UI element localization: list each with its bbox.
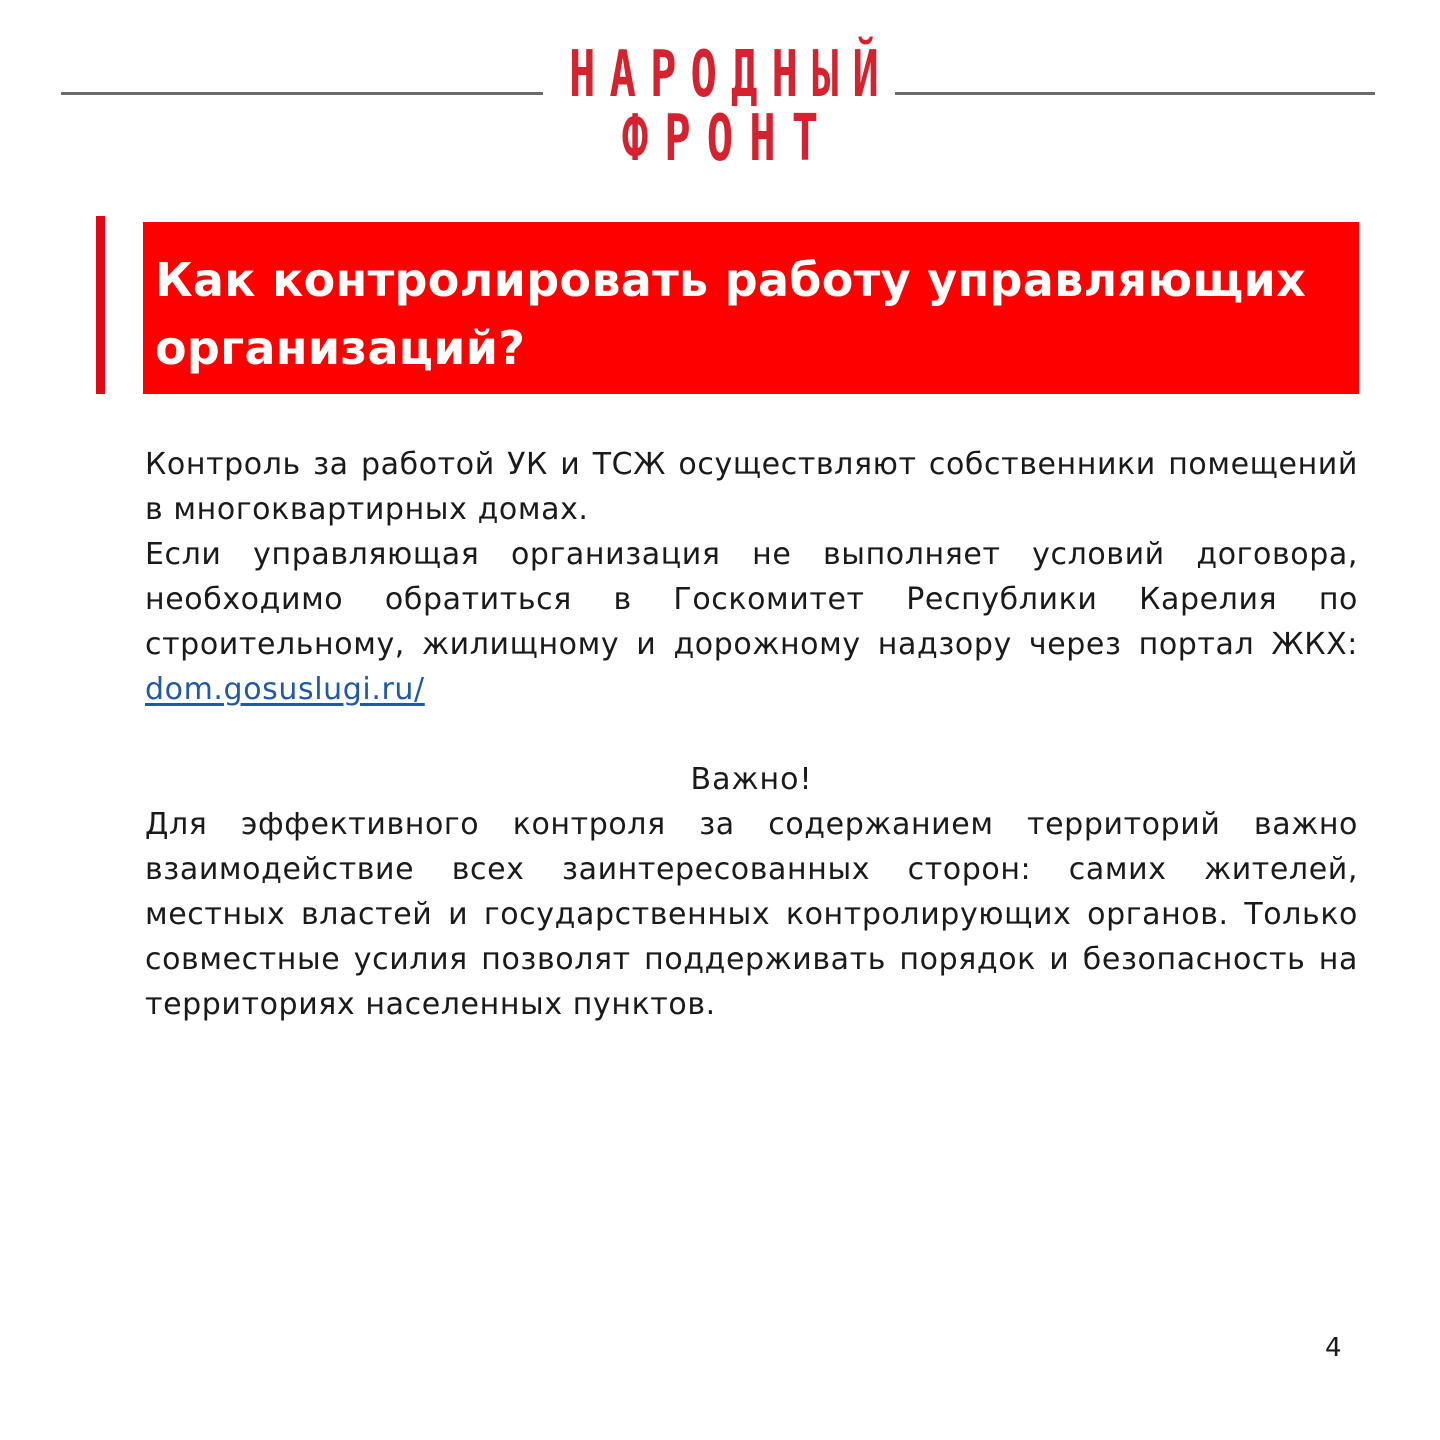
page-title: Как контролировать работу управляющих организаций? xyxy=(155,253,1307,375)
paragraph-complaint-text: Если управляющая организация не выполняет условий договора, необходимо обратиться в Госкомитет Республики Карелия по строительному, жилищному и дорожному надзору через портал ЖКХ: xyxy=(145,537,1358,662)
logo-line-1: НАРОДНЫЙ xyxy=(569,38,893,113)
logo-line-2: ФРОНТ xyxy=(621,102,835,177)
main-content xyxy=(145,442,1358,1027)
paragraph-control: Контроль за работой УК и ТСЖ осуществляют собственники помещений в многоквартирных домах. xyxy=(145,447,1358,527)
page-number: 4 xyxy=(1325,1333,1342,1363)
title-banner xyxy=(143,222,1359,394)
spacer xyxy=(145,712,1358,757)
header-divider-right xyxy=(895,92,1375,95)
important-heading: Важно! xyxy=(690,762,813,797)
header-divider-left xyxy=(61,92,543,95)
paragraph-complaint xyxy=(145,532,1358,712)
title-accent-bar xyxy=(96,216,105,394)
gosuslugi-link[interactable]: dom.gosuslugi.ru/ xyxy=(145,672,425,707)
narodny-front-logo xyxy=(555,38,893,177)
paragraph-cooperation: Для эффективного контроля за содержанием территорий важно взаимодействие всех заинтересованных сторон: самих жителей, местных властей и государственных контролирующих органов. Только совместные усилия позволят поддерживать порядок и безопасность на территориях населенных пунктов. xyxy=(145,807,1358,1022)
